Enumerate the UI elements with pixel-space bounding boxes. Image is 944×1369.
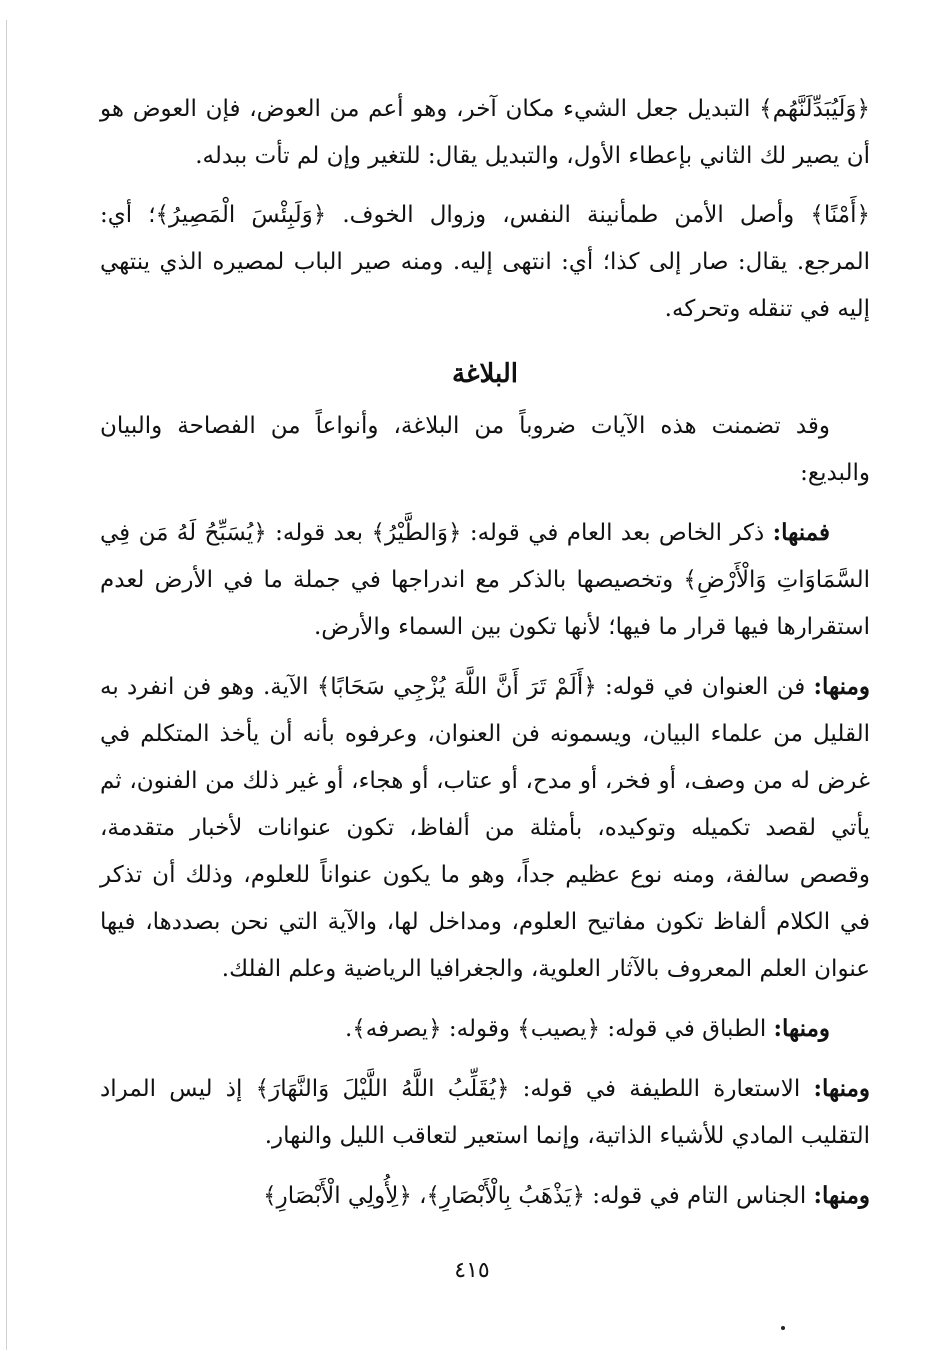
- paragraph-2-text: ﴿أَمْنًا﴾ وأصل الأمن طمأنينة النفس، وزوال الخوف. ﴿وَلَبِئْسَ الْمَصِيرُ﴾؛ أي: المرجع. يقال: صار إلى كذا؛ أي: انتهى إليه. ومنه صير الباب لمصيره الذي ينتهي إليه في تنقله وتحركه.: [100, 202, 870, 322]
- paragraph-6-text: الطباق في قوله: ﴿يصيب﴾ وقوله: ﴿يصرفه﴾.: [344, 1016, 774, 1042]
- paragraph-6-lead: ومنها:: [773, 1015, 830, 1042]
- section-heading: البلاغة: [451, 359, 519, 389]
- paragraph-4: [100, 509, 870, 651]
- page-body: [100, 86, 870, 1232]
- paragraph-4-lead: فمنها:: [772, 519, 830, 546]
- stray-dot-mark: [781, 1326, 785, 1330]
- page-edge-line: [6, 20, 7, 1350]
- paragraph-5-text: فن العنوان في قوله: ﴿أَلَمْ تَرَ أَنَّ اللَّهَ يُزْجِي سَحَابًا﴾ الآية. وهو فن انفرد به القليل من علماء البيان، ويسمونه فن العنوان، وعرفوه بأنه أن يأخذ المتكلم في غرض له من وصف، أو فخر، أو مدح، أو عتاب، أو هجاء، أو غير ذلك من الفنون، ثم يأتي لقصد تكميله وتوكيده، بأمثلة من ألفاظ، تكون عنوانات لأخبار متقدمة، وقصص سالفة، ومنه نوع عظيم جداً، وهو ما يكون عنواناً للعلوم، وذلك أن تذكر في الكلام ألفاظ تكون مفاتيح العلوم، ومداخل لها، والآية التي نحن بصددها، فيها عنوان العلم المعروف بالآثار العلوية، والجغرافيا الرياضية وعلم الفلك.: [100, 674, 870, 982]
- paragraph-3: [100, 403, 870, 497]
- paragraph-7: [100, 1065, 870, 1160]
- paragraph-5: [100, 663, 870, 993]
- page-number: ٤١٥: [454, 1258, 490, 1283]
- paragraph-8: [100, 1172, 870, 1220]
- paragraph-1: [100, 86, 870, 180]
- paragraph-5-lead: ومنها:: [813, 673, 870, 700]
- paragraph-6: [100, 1005, 870, 1053]
- paragraph-3-text: وقد تضمنت هذه الآيات ضروباً من البلاغة، وأنواعاً من الفصاحة والبيان والبديع:: [100, 413, 870, 486]
- paragraph-8-text: الجناس التام في قوله: ﴿يَذْهَبُ بِالْأَبْصَارِ﴾، ﴿لِأُولِي الْأَبْصَارِ﴾: [263, 1183, 814, 1209]
- paragraph-8-lead: ومنها:: [813, 1182, 870, 1209]
- paragraph-2: [100, 192, 870, 333]
- paragraph-4-text: ذكر الخاص بعد العام في قوله: ﴿وَالطَّيْرُ﴾ بعد قوله: ﴿يُسَبِّحُ لَهُ مَن فِي السَّمَاوَاتِ وَالْأَرْضِ﴾ وتخصيصها بالذكر مع اندراجها في جملة ما في الأرض لعدم استقرارها فيها قرار ما فيها؛ لأنها تكون بين السماء والأرض.: [100, 520, 870, 640]
- paragraph-1-text: ﴿وَلَيُبَدِّلَنَّهُم﴾ التبديل جعل الشيء مكان آخر، وهو أعم من العوض، فإن العوض هو أن يصير لك الثاني بإعطاء الأول، والتبديل يقال: للتغير وإن لم تأت ببدله.: [100, 96, 870, 169]
- paragraph-7-lead: ومنها:: [813, 1075, 870, 1102]
- paragraph-7-text: الاستعارة اللطيفة في قوله: ﴿يُقَلِّبُ اللَّهُ اللَّيْلَ وَالنَّهَارَ﴾ إذ ليس المراد التقليب المادي للأشياء الذاتية، وإنما استعير لتعاقب الليل والنهار.: [100, 1076, 870, 1149]
